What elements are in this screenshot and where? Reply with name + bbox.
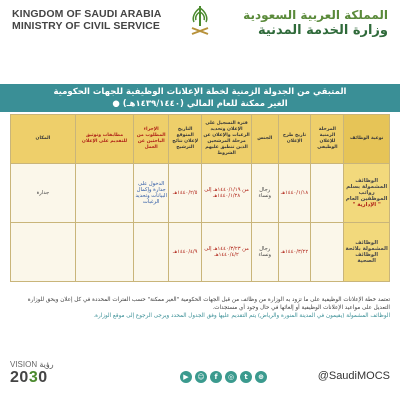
col-action: الإجراء المطلوب من الباحثين عن العمل (134, 115, 169, 164)
vision-label-ar: رؤية (39, 360, 54, 369)
cell-gender: رجال ونساء (252, 164, 279, 223)
vision-year-digit: 3 (28, 369, 39, 386)
arabic-title-line1: المملكة العربية السعودية (243, 8, 388, 22)
cell-post-date: ١٤٤٠/١/١٨هـ (278, 164, 311, 223)
job-type-text: الوظائف المشمولة بلائحة الوظائف الصحية (345, 240, 388, 264)
facebook-icon[interactable]: f (210, 371, 222, 383)
banner-line1: المتبقي من الجدولة الزمنية لخطة الإعلانات الوظيفية للجهات الحكومية (53, 87, 347, 97)
snapchat-icon[interactable]: ☺ (195, 371, 207, 383)
table-row (11, 223, 390, 282)
table-row (11, 164, 390, 223)
vision-label: VISION (10, 360, 38, 369)
youtube-icon[interactable]: ▶ (180, 371, 192, 383)
cell-action: الدخول على جدارة وإكمال البيانات وتحديد الرغبات (134, 164, 169, 223)
col-reg-period: فترة التسجيل على الإعلان وتحديد الرغبات والإعلان عن مرحلة المرشحين الذين تنطبق عليهم الشروط (202, 115, 252, 164)
cell-post-date: ١٤٤٠/٣/٢٢هـ (278, 223, 311, 282)
cell-docs (75, 223, 133, 282)
note-2: الوظائف المشمولة (يقيمون في المدينة المنورة والرياض) يتم التقديم عليها وفق الجدول المحدد ويرجى الرجوع إلى موقع الوزارة. (93, 313, 390, 319)
col-place: المكان (11, 115, 76, 164)
vision-year-digit: 0 (19, 369, 29, 386)
notes-section (10, 296, 390, 320)
col-gender: الجنس (252, 115, 279, 164)
vision-label-row (10, 360, 54, 369)
table-header-row (11, 115, 390, 164)
instagram-icon[interactable]: ◎ (225, 371, 237, 383)
vision-year (10, 369, 54, 386)
cell-place (11, 223, 76, 282)
job-type-text: الوظائف المشمولة بسلم رواتب الموظفين العام (345, 178, 388, 202)
col-job-type: نوعية الوظائف (344, 115, 390, 164)
cell-reg-period: من ١٤٤٠/١/١٩هـ إلى ١٤٤٠/١/٢٨هـ (202, 164, 252, 223)
cell-job-type (344, 164, 390, 223)
english-title (12, 8, 162, 32)
social-icons (180, 371, 267, 383)
banner-line2: الغير ممكنة للعام المالي (١٤٣٩/١٤٤٠هـ) ● (112, 99, 288, 109)
note-1: تعتمد خطة الإعلانات الوظيفية على ما تزود به الوزارة من وظائف من قبل الجهات الحكومية "الغير ممكنة" حسب الفترات المحددة في كل إعلان ويحق للوزارة التعديل على مواعيد الإعلانات الوظيفية أو إلغائها في حال وجود أي مستجدات. (27, 297, 390, 311)
web-icon[interactable]: ⊕ (255, 371, 267, 383)
cell-reg-period: من ١٤٤٠/٣/٢٣هـ إلى ١٤٤٠/٤/٢هـ (202, 223, 252, 282)
arabic-title (243, 7, 388, 39)
arabic-title-line2: وزارة الخدمة المدنية (257, 23, 388, 38)
cell-action (134, 223, 169, 282)
cell-gender: رجال ونساء (252, 223, 279, 282)
english-title-line2: MINISTRY OF CIVIL SERVICE (12, 20, 160, 32)
cell-docs (75, 164, 133, 223)
schedule-banner-text (6, 86, 394, 110)
col-stage: المرحلة الزمنية للإعلان الوظيفي (311, 115, 344, 164)
col-results-date: التاريخ المتوقع لإعلان نتائج الترشيح (169, 115, 202, 164)
job-type-sub: " الإدارية " (352, 202, 381, 208)
cell-job-type (344, 223, 390, 282)
vision-year-digit: 2 (10, 369, 20, 386)
ministry-emblem-icon (188, 4, 212, 42)
header (0, 0, 400, 68)
col-post-date: تاريخ طرح الإعلان (278, 115, 311, 164)
col-docs: مطابقات وتوثيق للتقديم على الإعلان (75, 115, 133, 164)
vision-2030-logo (10, 360, 54, 386)
twitter-icon[interactable]: t (240, 371, 252, 383)
cell-results-date: ١٤٤٠/٢/٥هـ (169, 164, 202, 223)
cell-stage (311, 223, 344, 282)
schedule-table (10, 114, 390, 282)
cell-results-date: ١٤٤٠/٤/٩هـ (169, 223, 202, 282)
english-title-line1: KINGDOM OF SAUDI ARABIA (12, 8, 162, 20)
cell-place: جدارة (11, 164, 76, 223)
cell-stage (311, 164, 344, 223)
vision-year-digit: 0 (38, 369, 48, 386)
twitter-handle[interactable]: @SaudiMOCS (317, 370, 390, 382)
